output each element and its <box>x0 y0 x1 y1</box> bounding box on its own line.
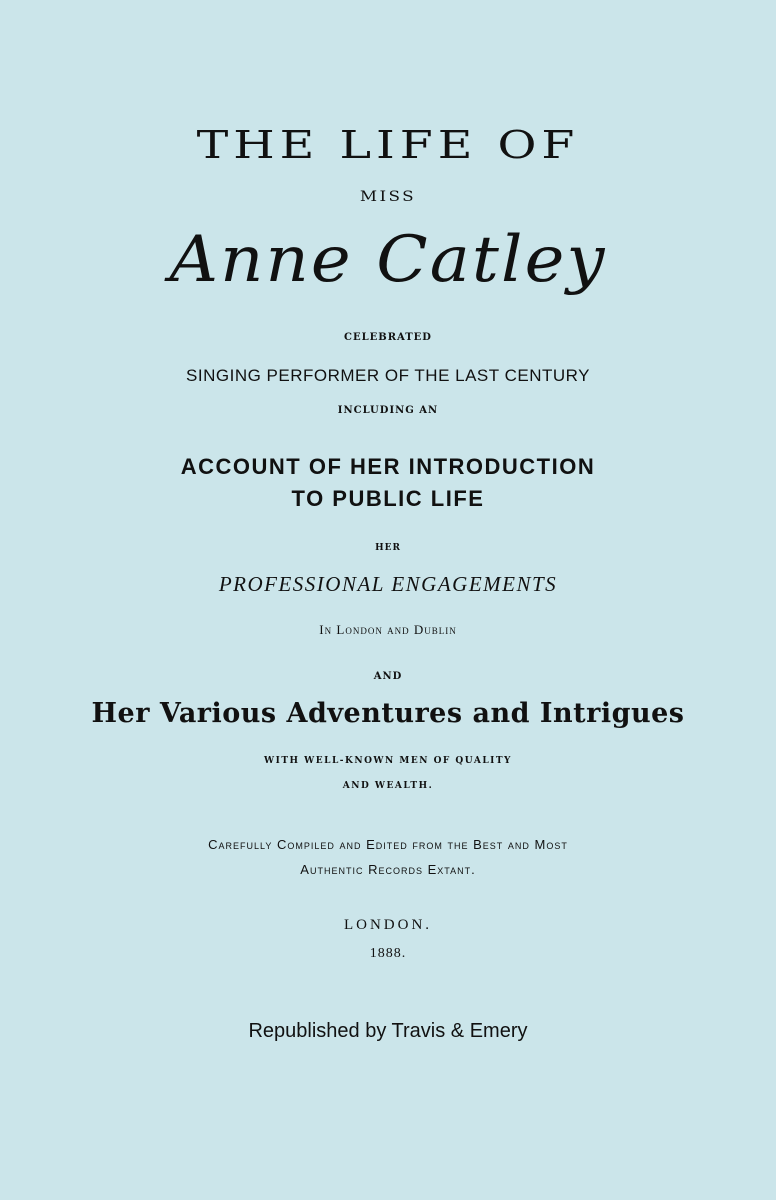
title-line: THE LIFE OF <box>196 123 580 167</box>
singing-line: SINGING PERFORMER OF THE LAST CENTURY <box>186 366 590 385</box>
compiled-line-1: Carefully Compiled and Edited from the Best and Most <box>208 837 568 852</box>
miss-line: MISS <box>359 189 417 205</box>
compiled-line-2: Authentic Records Extant. <box>300 862 476 877</box>
her-line: HER <box>375 543 401 553</box>
adventures-line: Her Various Adventures and Intrigues <box>91 698 685 729</box>
subject-name: Anne Catley <box>169 223 607 297</box>
london-dublin-line: In London and Dublin <box>319 622 457 637</box>
including-line: INCLUDING AN <box>337 405 439 416</box>
with-line-2: AND WEALTH. <box>342 781 434 791</box>
account-line-2: TO PUBLIC LIFE <box>291 486 485 511</box>
imprint-year: 1888. <box>369 946 407 961</box>
and-line: AND <box>373 671 403 682</box>
account-line-1: ACCOUNT OF HER INTRODUCTION <box>180 454 596 479</box>
celebrated-line: CELEBRATED <box>344 332 432 343</box>
with-line-1: WITH WELL-KNOWN MEN OF QUALITY <box>264 756 512 766</box>
imprint-place: LONDON. <box>343 917 433 933</box>
republisher-line: Republished by Travis & Emery <box>248 1020 528 1042</box>
professional-engagements: PROFESSIONAL ENGAGEMENTS <box>218 572 558 596</box>
